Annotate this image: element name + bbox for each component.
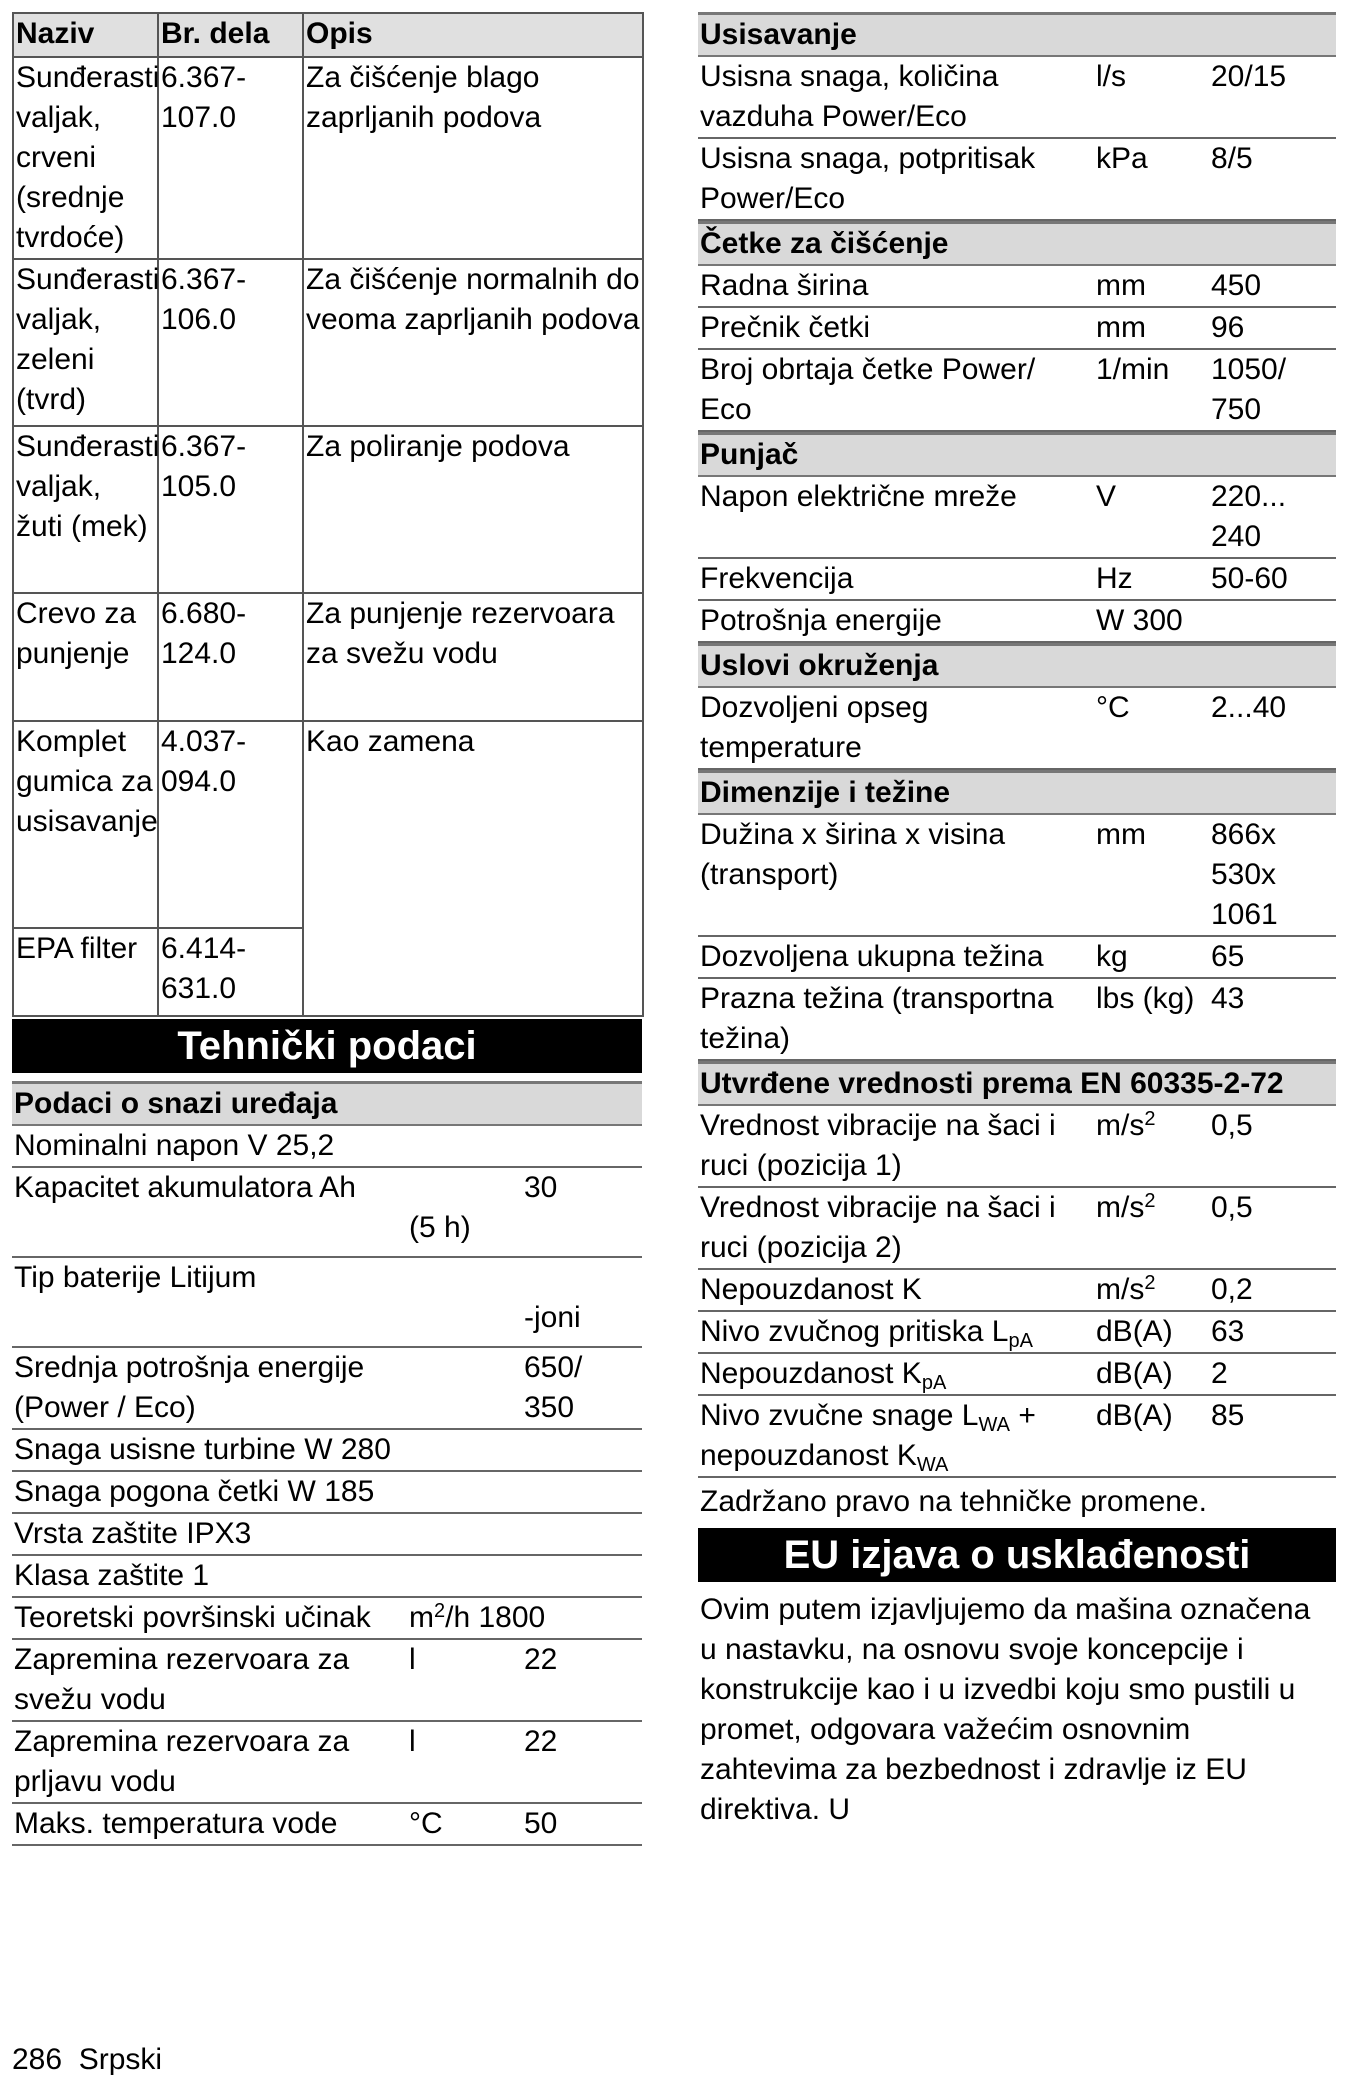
part-name: Komplet gumica za usisavanje <box>13 721 158 928</box>
spec-row <box>698 559 1336 601</box>
spec-label <box>698 1396 1094 1476</box>
spec-label: Zapremina rezervoara za svežu vodu <box>14 1643 350 1716</box>
section-title: Utvrđene vrednosti prema EN 60335-2-72 <box>698 1061 1336 1106</box>
label-text: + nepouzdanost K <box>700 1399 1036 1472</box>
spec-value: 0,5 <box>1211 1109 1253 1142</box>
unit-tail: /h 1800 <box>445 1601 546 1634</box>
spec-label: Vrednost vibracije na šaci i ruci (pozicija 2) <box>700 1191 1056 1264</box>
technical-data-banner: Tehnički podaci <box>12 1019 642 1073</box>
part-description: Za punjenje rezervoara za svežu vodu <box>303 593 643 721</box>
spec-row <box>12 1514 642 1556</box>
left-column <box>12 12 642 1846</box>
eu-declaration-banner: EU izjava o usklađenosti <box>698 1528 1336 1582</box>
spec-label: Snaga usisne turbine W 280 <box>14 1433 391 1466</box>
part-description: Za poliranje podova <box>303 426 643 593</box>
spec-label: Nominalni napon V 25,2 <box>14 1129 335 1162</box>
spec-unit: l <box>409 1725 416 1758</box>
spec-label: Zapremina rezervoara za prljavu vodu <box>14 1725 350 1798</box>
part-description: Za čišćenje normalnih do veoma zaprljanih podova <box>303 259 643 426</box>
spec-row <box>698 1188 1336 1270</box>
part-name: EPA filter <box>13 928 158 1016</box>
spec-row <box>698 688 1336 770</box>
spec-label: Vrsta zaštite IPX3 <box>14 1517 252 1550</box>
spec-unit <box>1094 1106 1209 1186</box>
spec-unit: l <box>409 1643 416 1676</box>
spec-value: 50-60 <box>1211 562 1288 595</box>
spec-unit: dB(A) <box>1096 1357 1173 1390</box>
spec-value: 22 <box>524 1725 558 1758</box>
spec-row <box>12 1258 642 1348</box>
spec-row <box>698 57 1336 139</box>
spec-label: Radna širina <box>700 269 869 302</box>
spec-unit: V <box>1096 480 1117 513</box>
spec-label: Teoretski površinski učinak <box>14 1601 371 1634</box>
spec-label: Usisna snaga, potpritisak Power/Eco <box>700 142 1036 215</box>
table-row <box>13 721 643 928</box>
spec-unit <box>407 1126 522 1166</box>
spec-value: 220... 240 <box>1211 480 1287 553</box>
table-row <box>13 593 643 721</box>
spec-unit: dB(A) <box>1096 1315 1173 1348</box>
spec-row <box>698 1354 1336 1396</box>
spec-label: Potrošnja energije <box>700 604 942 637</box>
label-subscript: pA <box>921 1372 947 1394</box>
spec-unit: (5 h) <box>409 1211 471 1244</box>
part-name: Sunđerasti valjak, žuti (mek) <box>13 426 158 593</box>
eu-declaration-text: Ovim putem izjavljujemo da mašina označena u nastavku, na osnovu svoje koncepcije i konstrukcije kao i u izvedbi koju smo pustili u promet, odgovara važećim osnovnim zahtevima za bezbednost i zdravlje iz EU direktiva. U <box>700 1593 1311 1826</box>
spec-label: Tip baterije Litijum <box>14 1261 257 1294</box>
spec-value: 43 <box>1211 982 1245 1015</box>
spec-unit: mm <box>1096 311 1146 344</box>
spec-row <box>12 1472 642 1514</box>
spec-label: Dozvoljena ukupna težina <box>700 940 1044 973</box>
section-title: Uslovi okruženja <box>698 643 1336 688</box>
spec-row <box>12 1598 642 1640</box>
spec-row <box>698 266 1336 308</box>
spec-unit: kPa <box>1096 142 1148 175</box>
spec-value: 22 <box>524 1643 558 1676</box>
spec-label: Broj obrtaja četke Power/ Eco <box>700 353 1036 426</box>
part-number: 6.367-105.0 <box>158 426 303 593</box>
spec-unit <box>1094 1270 1209 1310</box>
spec-row <box>698 350 1336 432</box>
spec-unit <box>407 1598 642 1638</box>
spec-value: 8/5 <box>1211 142 1253 175</box>
part-number: 6.680-124.0 <box>158 593 303 721</box>
header-name: Naziv <box>13 13 158 57</box>
spec-value: 65 <box>1211 940 1245 973</box>
spec-row <box>698 1396 1336 1478</box>
spec-label: Maks. temperatura vode <box>14 1807 338 1840</box>
part-name: Sunđerasti valjak, crveni (srednje tvrdoće) <box>13 57 158 259</box>
section-title: Punjač <box>698 432 1336 477</box>
spec-value: 1050/ 750 <box>1211 353 1287 426</box>
spec-label: Napon električne mreže <box>700 480 1017 513</box>
spec-value <box>1209 601 1336 641</box>
part-description: Kao zamena <box>303 721 643 1016</box>
spec-label: Prečnik četki <box>700 311 871 344</box>
spec-value: 650/ 350 <box>524 1351 583 1424</box>
spec-row <box>12 1348 642 1430</box>
part-number: 6.367-107.0 <box>158 57 303 259</box>
part-number: 6.414-631.0 <box>158 928 303 1016</box>
spec-unit <box>1094 1188 1209 1268</box>
spec-value: 0,2 <box>1211 1273 1253 1306</box>
spec-unit <box>407 1348 522 1428</box>
unit-base: m/s <box>1096 1191 1145 1224</box>
part-name: Crevo za punjenje <box>13 593 158 721</box>
section-title: Četke za čišćenje <box>698 221 1336 266</box>
spec-value: 63 <box>1211 1315 1245 1348</box>
spec-row <box>698 1312 1336 1354</box>
section-title: Podaci o snazi uređaja <box>12 1081 642 1126</box>
spec-row <box>698 815 1336 937</box>
label-text: Nivo zvučne snage L <box>700 1399 979 1432</box>
table-row <box>13 426 643 593</box>
spec-label <box>698 1354 1094 1394</box>
label-subscript: WA <box>978 1414 1010 1436</box>
spec-label: Nepouzdanost K <box>700 1273 922 1306</box>
spec-label: Vrednost vibracije na šaci i ruci (pozicija 1) <box>700 1109 1056 1182</box>
spec-value: 30 <box>524 1171 558 1204</box>
section-title: Dimenzije i težine <box>698 770 1336 815</box>
spec-value: 0,5 <box>1211 1191 1253 1224</box>
label-text: Nepouzdanost K <box>700 1357 922 1390</box>
spec-value: 85 <box>1211 1399 1245 1432</box>
spec-row <box>698 1106 1336 1188</box>
unit-base: m/s <box>1096 1109 1145 1142</box>
part-number: 6.367-106.0 <box>158 259 303 426</box>
spec-row <box>698 308 1336 350</box>
spec-unit: °C <box>409 1807 443 1840</box>
spec-unit: dB(A) <box>1096 1399 1173 1432</box>
spec-label: Prazna težina (transportna težina) <box>700 982 1054 1055</box>
part-name: Sunđerasti valjak, zeleni (tvrd) <box>13 259 158 426</box>
spec-unit: mm <box>1096 269 1146 302</box>
spec-row <box>698 937 1336 979</box>
section-title: Usisavanje <box>698 12 1336 57</box>
table-row <box>13 259 643 426</box>
label-subscript: WA <box>916 1454 949 1476</box>
spec-unit: W 300 <box>1096 604 1183 637</box>
header-part-no: Br. dela <box>158 13 303 57</box>
spec-value: 2...40 <box>1211 691 1287 724</box>
spec-value: 96 <box>1211 311 1245 344</box>
table-row <box>13 57 643 259</box>
spec-value: -joni <box>524 1301 581 1334</box>
spec-row <box>698 601 1336 643</box>
spec-unit: Hz <box>1096 562 1133 595</box>
spec-value: 20/15 <box>1211 60 1287 93</box>
spec-label: Srednja potrošnja energije (Power / Eco) <box>14 1351 365 1424</box>
spec-label: Kapacitet akumulatora Ah <box>14 1171 356 1204</box>
spec-row <box>12 1430 642 1472</box>
unit-exponent: 2 <box>434 1600 446 1622</box>
unit-base: m/s <box>1096 1273 1145 1306</box>
parts-table-header <box>13 13 643 57</box>
spec-row <box>12 1722 642 1804</box>
spec-row <box>12 1126 642 1168</box>
spec-row <box>12 1804 642 1846</box>
label-subscript: pA <box>1008 1330 1033 1352</box>
spec-row <box>12 1640 642 1722</box>
spec-label: Snaga pogona četki W 185 <box>14 1475 375 1508</box>
spec-value <box>522 1126 642 1166</box>
spec-unit: °C <box>1096 691 1130 724</box>
part-number: 4.037-094.0 <box>158 721 303 928</box>
spec-label: Usisna snaga, količina vazduha Power/Eco <box>700 60 999 133</box>
spec-row <box>12 1556 642 1598</box>
spec-value: 2 <box>1211 1357 1228 1390</box>
spec-label: Frekvencija <box>700 562 854 595</box>
spec-unit: 1/min <box>1096 353 1170 386</box>
spec-unit: l/s <box>1096 60 1126 93</box>
spec-value: 866x 530x 1061 <box>1211 818 1278 931</box>
spec-unit <box>407 1258 522 1346</box>
unit-exponent: 2 <box>1144 1272 1156 1294</box>
label-text: Nivo zvučnog pritiska L <box>700 1315 1009 1348</box>
unit-exponent: 2 <box>1144 1190 1156 1212</box>
spec-value: 50 <box>524 1807 558 1840</box>
spec-label: Dužina x širina x visina (transport) <box>700 818 1006 891</box>
part-description: Za čišćenje blago zaprljanih podova <box>303 57 643 259</box>
spec-unit: lbs (kg) <box>1096 982 1195 1015</box>
spec-row <box>698 979 1336 1061</box>
spec-label: Dozvoljeni opseg temperature <box>700 691 929 764</box>
unit-exponent: 2 <box>1144 1108 1156 1130</box>
spec-value: 450 <box>1211 269 1262 302</box>
page-footer: 286 Srpski <box>12 2043 163 2076</box>
unit-base: m <box>409 1601 434 1634</box>
parts-table <box>12 12 644 1017</box>
spec-unit: kg <box>1096 940 1128 973</box>
spec-row <box>698 477 1336 559</box>
spec-row <box>698 139 1336 221</box>
spec-label <box>698 1312 1094 1352</box>
spec-label: Klasa zaštite 1 <box>14 1559 210 1592</box>
right-column <box>698 12 1336 1830</box>
spec-row <box>698 1270 1336 1312</box>
technical-changes-note: Zadržano pravo na tehničke promene. <box>700 1485 1207 1518</box>
spec-unit: mm <box>1096 818 1146 851</box>
header-description: Opis <box>303 13 643 57</box>
spec-row <box>12 1168 642 1258</box>
